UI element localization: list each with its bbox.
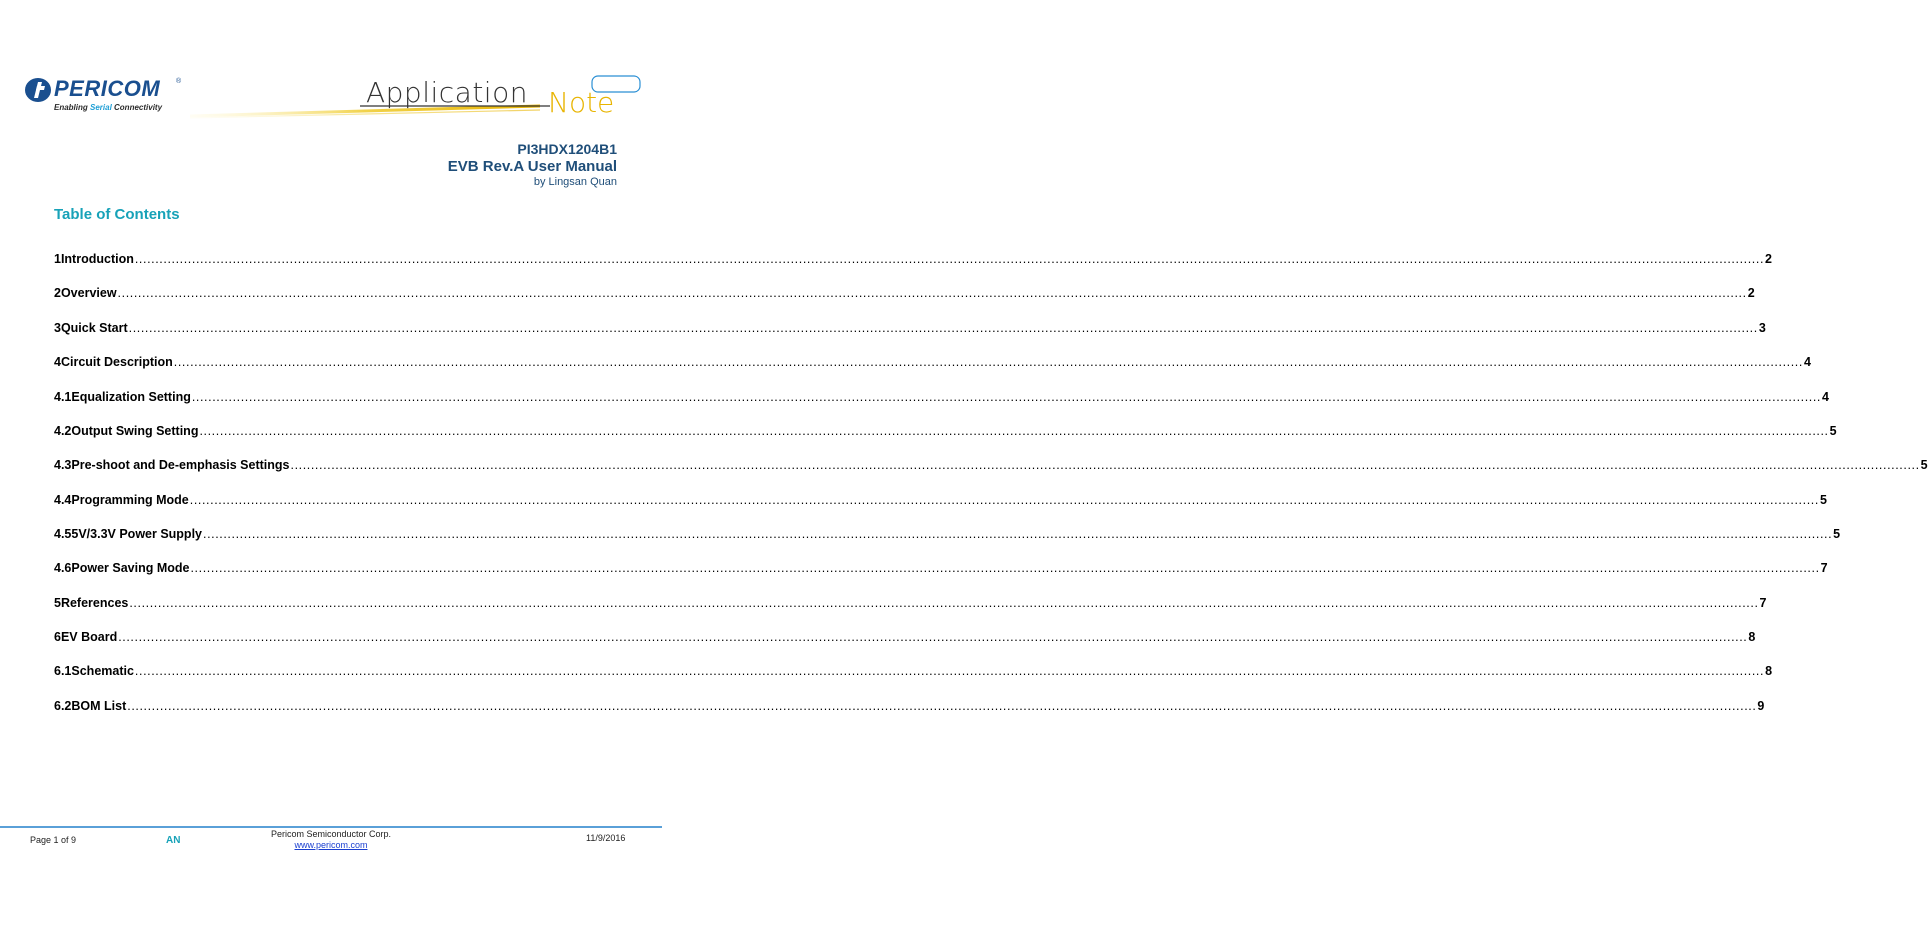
toc-entry-number: 4.1 (54, 390, 72, 404)
pericom-logo (24, 76, 194, 116)
toc-dot-leader: ................................................................................................................................................................................................................................................................................................................................................................................................................ (203, 527, 1833, 541)
logo-tagline: Enabling Serial Connectivity (54, 103, 163, 112)
toc-entry-page: 4 (1822, 390, 1829, 404)
toc-heading: Table of Contents (54, 206, 180, 223)
toc-entry-title: EV Board (60, 630, 118, 644)
toc-entry-title: Circuit Description (60, 355, 173, 369)
toc-entry-page: 5 (1829, 424, 1837, 438)
toc-entry-page: 8 (1748, 630, 1756, 644)
toc-entry[interactable] (54, 284, 1755, 300)
application-note-banner (180, 70, 650, 126)
toc-entry-title: Programming Mode (71, 493, 189, 507)
toc-entry[interactable] (54, 628, 1756, 644)
toc-entry[interactable] (54, 456, 1928, 472)
toc-dot-leader: ................................................................................................................................................................................................................................................................................................................................................................................................................ (189, 493, 1819, 507)
logo-wordmark: PERICOM (54, 76, 161, 101)
toc-dot-leader: ................................................................................................................................................................................................................................................................................................................................................................................................................ (128, 321, 1758, 335)
footer-page-number: Page 1 of 9 (30, 835, 77, 845)
toc-entry-title: Quick Start (60, 321, 128, 335)
toc-dot-leader: ................................................................................................................................................................................................................................................................................................................................................................................................................ (118, 630, 1748, 644)
footer-company (0, 829, 662, 851)
footer-divider (0, 826, 662, 828)
toc-entry-title: Output Swing Setting (71, 424, 199, 438)
toc-entry-page: 2 (1765, 252, 1772, 266)
toc-entry-page: 4 (1803, 355, 1811, 369)
toc-entry-page: 5 (1819, 493, 1827, 507)
document-title-block (448, 140, 617, 189)
toc-entry-title: Pre-shoot and De-emphasis Settings (71, 458, 290, 472)
toc-entry[interactable] (54, 388, 1829, 404)
toc-entry-number: 4.2 (54, 424, 72, 438)
toc-entry-title: References (60, 596, 129, 610)
toc-entry-title: BOM List (71, 699, 127, 713)
toc-entry-number: 4.6 (54, 561, 72, 575)
toc-entry-title: Schematic (71, 664, 134, 678)
toc-entry-title: Power Saving Mode (71, 561, 190, 575)
toc-entry[interactable] (54, 319, 1766, 335)
toc-dot-leader: ................................................................................................................................................................................................................................................................................................................................................................................................................ (134, 664, 1765, 678)
toc-entry-number: 6 (54, 630, 61, 644)
toc-dot-leader: ................................................................................................................................................................................................................................................................................................................................................................................................................ (117, 286, 1747, 300)
banner-note-word: Note (548, 86, 615, 119)
toc-entry-number: 5 (54, 596, 61, 610)
toc-entry-number: 3 (54, 321, 61, 335)
footer-date: 11/9/2016 (586, 833, 626, 843)
toc-dot-leader: ................................................................................................................................................................................................................................................................................................................................................................................................................ (290, 458, 1920, 472)
toc-entry[interactable] (54, 559, 1828, 575)
toc-entry-title: Equalization Setting (71, 390, 191, 404)
toc-entry-title: 5V/3.3V Power Supply (71, 527, 202, 541)
toc-dot-leader: ................................................................................................................................................................................................................................................................................................................................................................................................................ (173, 355, 1803, 369)
toc-entry-page: 7 (1820, 561, 1828, 575)
footer-doc-type: AN (166, 835, 181, 846)
toc-dot-leader: ................................................................................................................................................................................................................................................................................................................................................................................................................ (127, 699, 1757, 713)
toc-entry-page: 7 (1759, 596, 1767, 610)
toc-entry-number: 6.2 (54, 699, 72, 713)
registered-mark: ® (176, 78, 182, 85)
toc-entry[interactable] (54, 525, 1841, 541)
toc-entry[interactable] (54, 594, 1767, 610)
toc-entry-number: 2 (54, 286, 61, 300)
toc-entry[interactable] (54, 662, 1773, 678)
toc-dot-leader: ................................................................................................................................................................................................................................................................................................................................................................................................................ (191, 390, 1822, 404)
pericom-emblem-icon (24, 76, 52, 104)
toc-entry-number: 4.3 (54, 458, 72, 472)
toc-entry-page: 8 (1765, 664, 1773, 678)
toc-dot-leader: ................................................................................................................................................................................................................................................................................................................................................................................................................ (134, 252, 1765, 266)
toc-entry-number: 6.1 (54, 664, 72, 678)
part-number: PI3HDX1204B1 (517, 141, 617, 157)
toc-entry-page: 5 (1833, 527, 1841, 541)
footer-company-name: Pericom Semiconductor Corp. (270, 829, 392, 839)
toc-entry-number: 4.4 (54, 493, 72, 507)
author-line: by Lingsan Quan (533, 176, 617, 188)
toc-entry-page: 3 (1758, 321, 1766, 335)
toc-entry[interactable] (54, 250, 1772, 266)
toc-entry[interactable] (54, 353, 1811, 369)
toc-entry[interactable] (54, 422, 1837, 438)
toc-entry-title: Introduction (60, 252, 134, 266)
toc-entry-number: 4 (54, 355, 61, 369)
toc-entry-title: Overview (60, 286, 117, 300)
footer-website-link[interactable]: www.pericom.com (294, 840, 368, 850)
banner-application-word: Application (366, 76, 528, 109)
document-title: EVB Rev.A User Manual (447, 158, 617, 175)
toc-entry-page: 9 (1757, 699, 1765, 713)
toc-entry-page: 5 (1920, 458, 1928, 472)
toc-dot-leader: ................................................................................................................................................................................................................................................................................................................................................................................................................ (190, 561, 1820, 575)
toc-dot-leader: ................................................................................................................................................................................................................................................................................................................................................................................................................ (199, 424, 1829, 438)
toc-entry[interactable] (54, 697, 1765, 713)
toc-dot-leader: ................................................................................................................................................................................................................................................................................................................................................................................................................ (129, 596, 1759, 610)
toc-entry-number: 4.5 (54, 527, 72, 541)
toc-entry-number: 1 (54, 252, 61, 266)
toc-entry-page: 2 (1747, 286, 1755, 300)
toc-entry[interactable] (54, 491, 1827, 507)
